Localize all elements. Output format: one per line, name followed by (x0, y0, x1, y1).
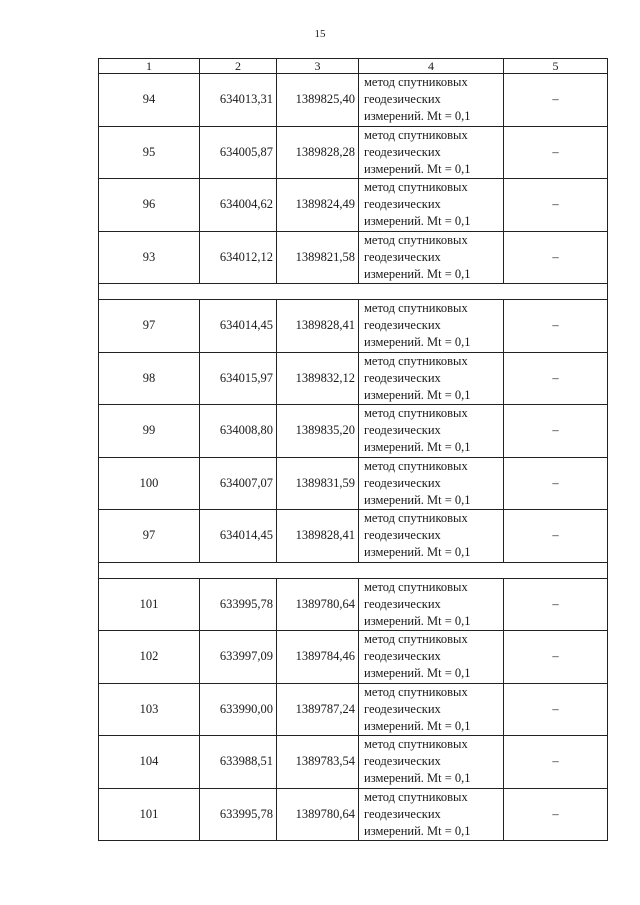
method-description-line: геодезических (364, 806, 441, 821)
method-description-line: метод спутниковых (364, 737, 468, 752)
table-row (99, 683, 608, 736)
header-col-4: 4 (359, 59, 504, 74)
method-description-line: измерений. Mt = 0,1 (364, 666, 471, 681)
point-number-cell: 97 (99, 300, 200, 353)
method-description-cell (359, 352, 504, 405)
note-cell: – (504, 510, 608, 563)
y-coordinate-cell: 1389780,64 (277, 788, 359, 841)
table-row (99, 510, 608, 563)
method-description-line: измерений. Mt = 0,1 (364, 266, 471, 281)
note-cell: – (504, 736, 608, 789)
method-description-line: геодезических (364, 370, 441, 385)
method-description-line: геодезических (364, 475, 441, 490)
method-description-line: геодезических (364, 197, 441, 212)
header-col-2: 2 (200, 59, 277, 74)
x-coordinate-cell: 634014,45 (200, 300, 277, 353)
coordinates-table (98, 58, 608, 841)
method-description-line: геодезических (364, 249, 441, 264)
method-description-line: геодезических (364, 701, 441, 716)
method-description-line: измерений. Mt = 0,1 (364, 440, 471, 455)
y-coordinate-cell: 1389780,64 (277, 578, 359, 631)
method-description-line: геодезических (364, 423, 441, 438)
method-description-cell (359, 300, 504, 353)
group-separator-cell (99, 562, 608, 578)
x-coordinate-cell: 633995,78 (200, 578, 277, 631)
y-coordinate-cell: 1389821,58 (277, 231, 359, 284)
point-number-cell: 95 (99, 126, 200, 179)
method-description-cell (359, 631, 504, 684)
method-description-cell (359, 457, 504, 510)
method-description-line: геодезических (364, 649, 441, 664)
method-description-line: метод спутниковых (364, 458, 468, 473)
method-description-cell (359, 126, 504, 179)
x-coordinate-cell: 633997,09 (200, 631, 277, 684)
method-description-cell (359, 74, 504, 127)
header-row (99, 59, 608, 74)
y-coordinate-cell: 1389824,49 (277, 179, 359, 232)
point-number-cell: 100 (99, 457, 200, 510)
point-number-cell: 96 (99, 179, 200, 232)
note-cell: – (504, 788, 608, 841)
table-row (99, 578, 608, 631)
y-coordinate-cell: 1389835,20 (277, 405, 359, 458)
header-col-5: 5 (504, 59, 608, 74)
method-description-line: геодезических (364, 528, 441, 543)
method-description-line: геодезических (364, 754, 441, 769)
note-cell: – (504, 179, 608, 232)
point-number-cell: 103 (99, 683, 200, 736)
point-number-cell: 94 (99, 74, 200, 127)
table-row (99, 179, 608, 232)
y-coordinate-cell: 1389828,41 (277, 510, 359, 563)
y-coordinate-cell: 1389831,59 (277, 457, 359, 510)
point-number-cell: 101 (99, 578, 200, 631)
table-row (99, 631, 608, 684)
y-coordinate-cell: 1389825,40 (277, 74, 359, 127)
method-description-line: метод спутниковых (364, 75, 468, 90)
note-cell: – (504, 457, 608, 510)
x-coordinate-cell: 633995,78 (200, 788, 277, 841)
point-number-cell: 93 (99, 231, 200, 284)
table-row (99, 126, 608, 179)
group-separator-row (99, 284, 608, 300)
note-cell: – (504, 578, 608, 631)
y-coordinate-cell: 1389832,12 (277, 352, 359, 405)
method-description-line: метод спутниковых (364, 406, 468, 421)
table-row (99, 788, 608, 841)
x-coordinate-cell: 634012,12 (200, 231, 277, 284)
method-description-cell (359, 683, 504, 736)
note-cell: – (504, 300, 608, 353)
header-col-3: 3 (277, 59, 359, 74)
method-description-line: геодезических (364, 596, 441, 611)
method-description-line: измерений. Mt = 0,1 (364, 545, 471, 560)
method-description-line: измерений. Mt = 0,1 (364, 823, 471, 838)
point-number-cell: 104 (99, 736, 200, 789)
note-cell: – (504, 126, 608, 179)
x-coordinate-cell: 634013,31 (200, 74, 277, 127)
y-coordinate-cell: 1389828,41 (277, 300, 359, 353)
x-coordinate-cell: 634007,07 (200, 457, 277, 510)
method-description-line: измерений. Mt = 0,1 (364, 492, 471, 507)
note-cell: – (504, 405, 608, 458)
method-description-cell (359, 231, 504, 284)
method-description-cell (359, 179, 504, 232)
method-description-line: геодезических (364, 92, 441, 107)
note-cell: – (504, 352, 608, 405)
method-description-line: метод спутниковых (364, 232, 468, 247)
note-cell: – (504, 631, 608, 684)
method-description-line: измерений. Mt = 0,1 (364, 335, 471, 350)
point-number-cell: 101 (99, 788, 200, 841)
x-coordinate-cell: 634008,80 (200, 405, 277, 458)
table-row (99, 405, 608, 458)
point-number-cell: 97 (99, 510, 200, 563)
method-description-line: измерений. Mt = 0,1 (364, 613, 471, 628)
group-separator-row (99, 562, 608, 578)
method-description-line: метод спутниковых (364, 180, 468, 195)
point-number-cell: 98 (99, 352, 200, 405)
method-description-line: метод спутниковых (364, 511, 468, 526)
method-description-cell (359, 788, 504, 841)
point-number-cell: 99 (99, 405, 200, 458)
method-description-line: метод спутниковых (364, 127, 468, 142)
point-number-cell: 102 (99, 631, 200, 684)
y-coordinate-cell: 1389784,46 (277, 631, 359, 684)
method-description-line: метод спутниковых (364, 579, 468, 594)
note-cell: – (504, 74, 608, 127)
method-description-line: метод спутниковых (364, 301, 468, 316)
table-row (99, 300, 608, 353)
group-separator-cell (99, 284, 608, 300)
method-description-line: метод спутниковых (364, 789, 468, 804)
table-row (99, 736, 608, 789)
method-description-cell (359, 578, 504, 631)
table-row (99, 231, 608, 284)
method-description-line: метод спутниковых (364, 632, 468, 647)
x-coordinate-cell: 634014,45 (200, 510, 277, 563)
method-description-line: метод спутниковых (364, 353, 468, 368)
method-description-cell (359, 510, 504, 563)
method-description-line: измерений. Mt = 0,1 (364, 161, 471, 176)
method-description-line: измерений. Mt = 0,1 (364, 771, 471, 786)
page-number: 15 (314, 28, 326, 40)
table-row (99, 74, 608, 127)
x-coordinate-cell: 634005,87 (200, 126, 277, 179)
method-description-line: геодезических (364, 318, 441, 333)
table-body (99, 74, 608, 841)
x-coordinate-cell: 634015,97 (200, 352, 277, 405)
table-row (99, 352, 608, 405)
method-description-cell (359, 736, 504, 789)
method-description-line: измерений. Mt = 0,1 (364, 214, 471, 229)
y-coordinate-cell: 1389787,24 (277, 683, 359, 736)
table-row (99, 457, 608, 510)
note-cell: – (504, 231, 608, 284)
method-description-line: измерений. Mt = 0,1 (364, 718, 471, 733)
x-coordinate-cell: 634004,62 (200, 179, 277, 232)
method-description-line: измерений. Mt = 0,1 (364, 109, 471, 124)
y-coordinate-cell: 1389828,28 (277, 126, 359, 179)
y-coordinate-cell: 1389783,54 (277, 736, 359, 789)
method-description-cell (359, 405, 504, 458)
note-cell: – (504, 683, 608, 736)
method-description-line: геодезических (364, 144, 441, 159)
method-description-line: измерений. Mt = 0,1 (364, 387, 471, 402)
method-description-line: метод спутниковых (364, 684, 468, 699)
x-coordinate-cell: 633990,00 (200, 683, 277, 736)
x-coordinate-cell: 633988,51 (200, 736, 277, 789)
header-col-1: 1 (99, 59, 200, 74)
